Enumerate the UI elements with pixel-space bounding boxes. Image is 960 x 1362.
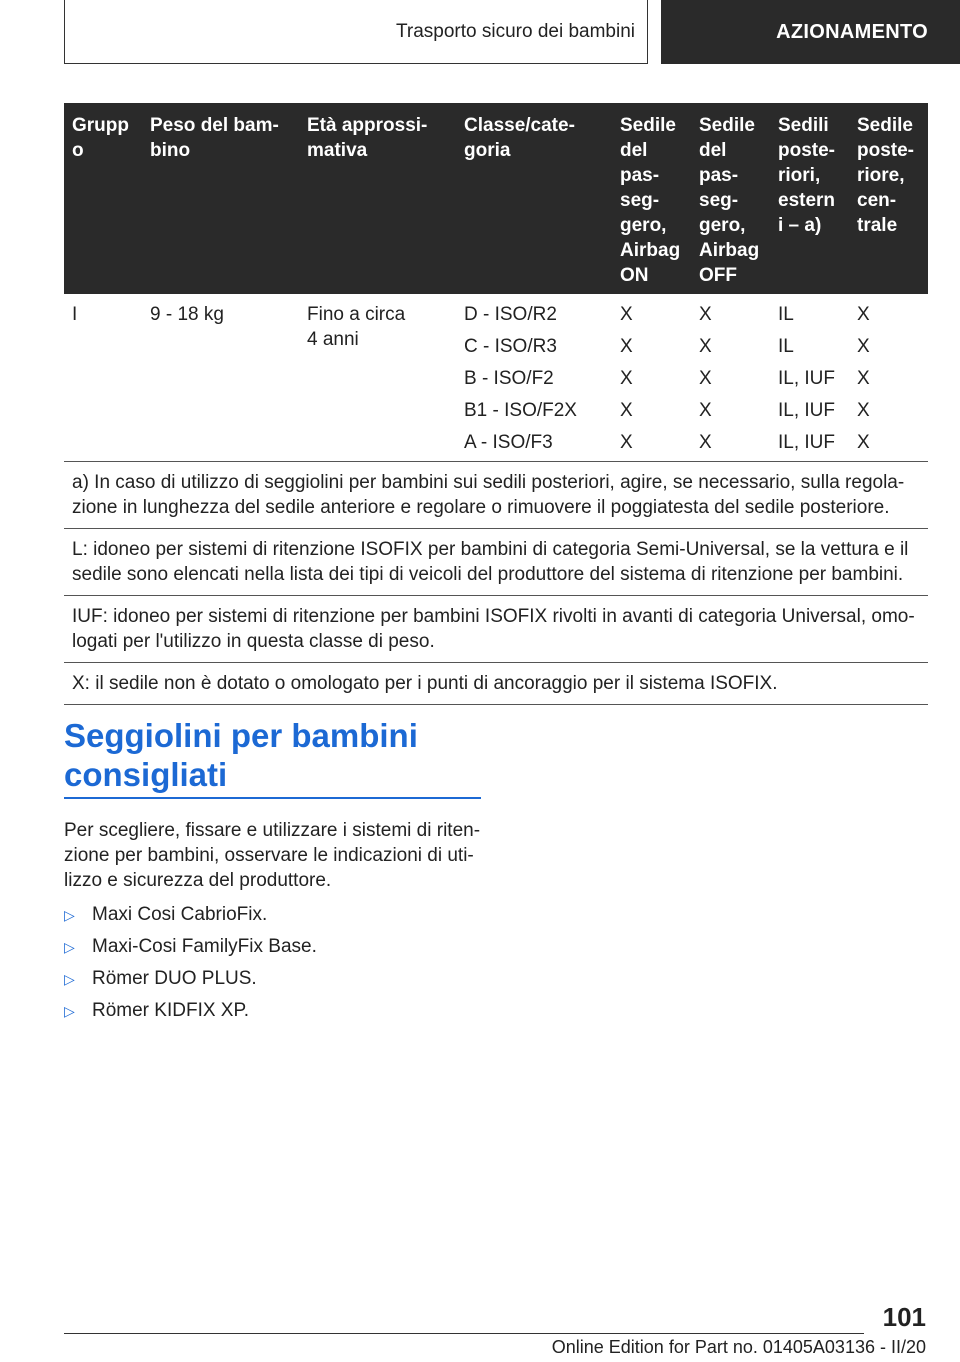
list-item-label: Römer DUO PLUS. [92, 968, 257, 989]
list-item [64, 899, 484, 931]
weight-cell: 9 - 18 kg [150, 304, 224, 325]
header-group: Grupp o [72, 115, 129, 161]
table-body [64, 294, 928, 461]
header-class: Classe/cate- goria [464, 115, 575, 161]
rear-outer-column [770, 302, 849, 461]
triangle-bullet-icon: ▷ [64, 1002, 75, 1019]
airbag-off-cell: X [699, 432, 712, 453]
running-header-chapter [661, 0, 960, 64]
airbag-on-column [612, 302, 691, 461]
triangle-bullet-icon: ▷ [64, 906, 75, 923]
header-age: Età approssi- mativa [307, 115, 428, 161]
footer-rule [64, 1333, 864, 1334]
header-airbag-off: Sedile del pas- seg- gero, Airbag OFF [699, 115, 760, 286]
airbag-off-cell: X [699, 336, 712, 357]
table-note-x: X: il sedile non è dotato o omologato per i punti di ancoraggio per il sistema ISOFIX. [64, 662, 928, 704]
airbag-off-cell: X [699, 368, 712, 389]
section-heading: Seggiolini per bambini consigliati [64, 717, 418, 793]
table-note-l: L: idoneo per sistemi di ritenzione ISOFIX per bambini di categoria Semi-Universal, se la vettura e il sedile sono elencati nella lista dei tipi di veicoli del produttore del sistema di ritenzione per bambini. [64, 528, 928, 595]
footer-edition: Online Edition for Part no. 01405A03136 - II/20 [551, 1337, 926, 1357]
chapter-title: AZIONAMENTO [776, 20, 928, 43]
section-intro: Per scegliere, fissare e utilizzare i sistemi di riten- zione per bambini, osservare le indicazioni di uti- lizzo e sicurezza del produttore. [64, 820, 481, 891]
table-bottom-rule [64, 704, 928, 705]
airbag-off-cell: X [699, 304, 712, 325]
group-cell: I [72, 304, 78, 325]
airbag-on-cell: X [620, 368, 633, 389]
running-header-section [64, 0, 648, 64]
class-cell: C - ISO/R3 [464, 336, 557, 357]
rear-center-cell: X [857, 368, 870, 389]
rear-center-column [849, 302, 928, 461]
class-cell: A - ISO/F3 [464, 432, 553, 453]
list-item-label: Maxi-Cosi FamilyFix Base. [92, 936, 317, 957]
airbag-on-cell: X [620, 336, 633, 357]
class-cell: B - ISO/F2 [464, 368, 554, 389]
list-item [64, 963, 484, 995]
header-rear-center: Sedile poste- riore, cen- trale [857, 115, 914, 236]
table-note-iuf: IUF: idoneo per sistemi di ritenzione per bambini ISOFIX rivolti in avanti di categoria Universal, omo-logati per l'utilizzo in questa classe di peso. [64, 595, 928, 662]
class-cell: B1 - ISO/F2X [464, 400, 577, 421]
airbag-off-cell: X [699, 400, 712, 421]
list-item [64, 931, 484, 963]
airbag-on-cell: X [620, 400, 633, 421]
list-item-label: Römer KIDFIX XP. [92, 1000, 249, 1021]
class-cell: D - ISO/R2 [464, 304, 557, 325]
isofix-table [64, 103, 928, 705]
table-note-a: a) In caso di utilizzo di seggiolini per bambini sui sedili posteriori, agire, se necessario, sulla regola-zione in lunghezza del sedile anteriore e regolare o rimuovere il poggiatesta del sedile posteriore. [64, 461, 928, 528]
rear-center-cell: X [857, 336, 870, 357]
group-column [64, 302, 142, 461]
triangle-bullet-icon: ▷ [64, 938, 75, 955]
header-rear-outer: Sedili poste- riori, estern i – a) [778, 115, 836, 236]
airbag-on-cell: X [620, 432, 633, 453]
rear-outer-cell: IL [778, 304, 794, 325]
rear-center-cell: X [857, 304, 870, 325]
list-item [64, 995, 484, 1027]
age-cell: Fino a circa 4 anni [307, 304, 406, 350]
rear-outer-cell: IL, IUF [778, 400, 836, 421]
header-airbag-on: Sedile del pas- seg- gero, Airbag ON [620, 115, 681, 286]
rear-center-cell: X [857, 432, 870, 453]
header-weight: Peso del bam- bino [150, 115, 279, 161]
triangle-bullet-icon: ▷ [64, 970, 75, 987]
table-header-row [64, 103, 928, 294]
section-title: Trasporto sicuro dei bambini [395, 20, 635, 42]
age-column [299, 302, 456, 461]
rear-outer-cell: IL, IUF [778, 432, 836, 453]
page-number: 101 [882, 1302, 926, 1332]
rear-outer-cell: IL [778, 336, 794, 357]
list-item-label: Maxi Cosi CabrioFix. [92, 904, 268, 925]
weight-column [142, 302, 299, 461]
rear-outer-cell: IL, IUF [778, 368, 836, 389]
airbag-on-cell: X [620, 304, 633, 325]
class-column [456, 302, 612, 461]
airbag-off-column [691, 302, 770, 461]
section-heading-rule [64, 797, 481, 799]
recommended-seats-list [64, 899, 484, 1027]
rear-center-cell: X [857, 400, 870, 421]
